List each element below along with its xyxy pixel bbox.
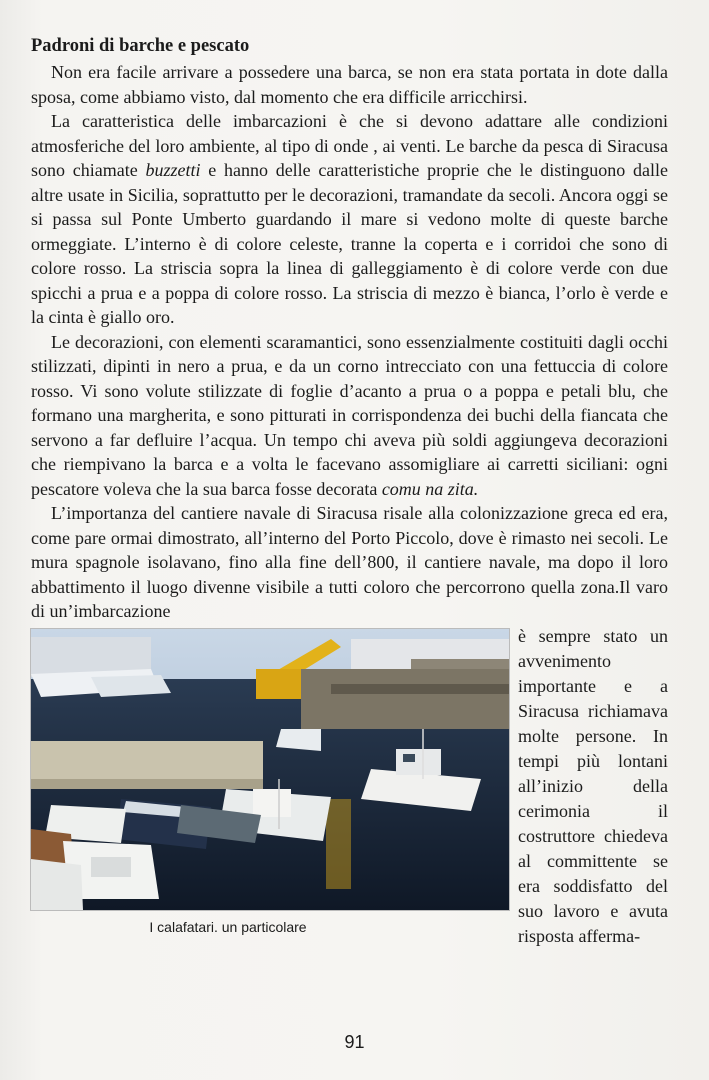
paragraph-2: [31, 109, 668, 330]
paragraph-3-italic: comu na zita.: [381, 478, 479, 499]
page-number: 91: [344, 1032, 365, 1052]
paragraph-1-text: Non era facile arrivare a possedere una barca, se non era stata portata in dote dalla sposa, come abbiamo visto, dal momento che era difficile arricchirsi.: [31, 62, 668, 107]
section-heading: Padroni di barche e pescato: [31, 36, 250, 56]
paragraph-1: [31, 60, 668, 109]
figure-caption: I calafatari. un particolare: [149, 918, 307, 935]
paragraph-2-italic: buzzetti: [145, 160, 201, 180]
side-text: è sempre stato un avvenimento importante e a Siracusa richiamava molte persone. In tempi più lontani all’inizio della cerimonia il costruttore chiedeva al committente se era soddisfatto del suo lavoro e avuta risposta afferma-: [518, 625, 668, 946]
paragraph-3-text-a: Le decorazioni, con elementi scaramantici, sono essenzialmente costituiti dagli occhi stilizzati, dipinti in nero a prua, e da un corno intrecciato con una fettuccia di colore rosso. Vi sono volute stilizzate di foglie d’acanto a prua o a poppa e petali blu, che formano una margherita, e sono pitturati in corrispondenza dei buchi della fiancata che servono a far defluire l’acqua. Un tempo chi aveva più soldi aggiungeva decorazioni che riempivano la barca e a volta le facevano assomigliare ai carretti siciliani: ogni pescatore voleva che la sua barca fosse decorata: [31, 331, 668, 499]
figure: [30, 628, 510, 940]
paragraph-3: [31, 330, 668, 502]
harbor-photo: [30, 628, 510, 911]
page-content: [31, 34, 668, 949]
paragraph-4-text: L’importanza del cantiere navale di Siracusa risale alla colonizzazione greca ed era, come pare ormai dimostrato, all’interno del Porto Piccolo, dove è rimasto nei secoli. Le mura spagnole isolavano, fino alla fine dell’800, il cantiere navale, ma dopo il loro abbattimento il luogo divenne visibile a tutti coloro che percorrono quella zona.Il varo di un’imbarcazione: [31, 503, 668, 621]
paragraph-4: [31, 501, 668, 624]
figure-flow: [31, 624, 668, 949]
paragraph-2-text-b: e hanno delle caratteristiche proprie che le distinguono dalle altre usate in Sicilia, soprattutto per le decorazioni, tramandate da secoli. Ancora oggi se si passa sul Ponte Umberto guardando il mare si vedono molte di queste barche ormeggiate. L’interno è di colore celeste, tranne la coperta e i corridoi che sono di colore rosso. La striscia sopra la linea di galleggiamento è di colore verde con due spicchi a prua e a poppa di colore rosso. La striscia di mezzo è bianca, l’orlo è verde e la cinta è giallo oro.: [31, 160, 669, 327]
paragraph-2-text-a: La caratteristica delle imbarcazioni è che si devono adattare alle condizioni atmosferiche del loro ambiente, al tipo di onde , ai venti. Le barche da pesca di Siracusa sono chiamate: [31, 111, 668, 180]
